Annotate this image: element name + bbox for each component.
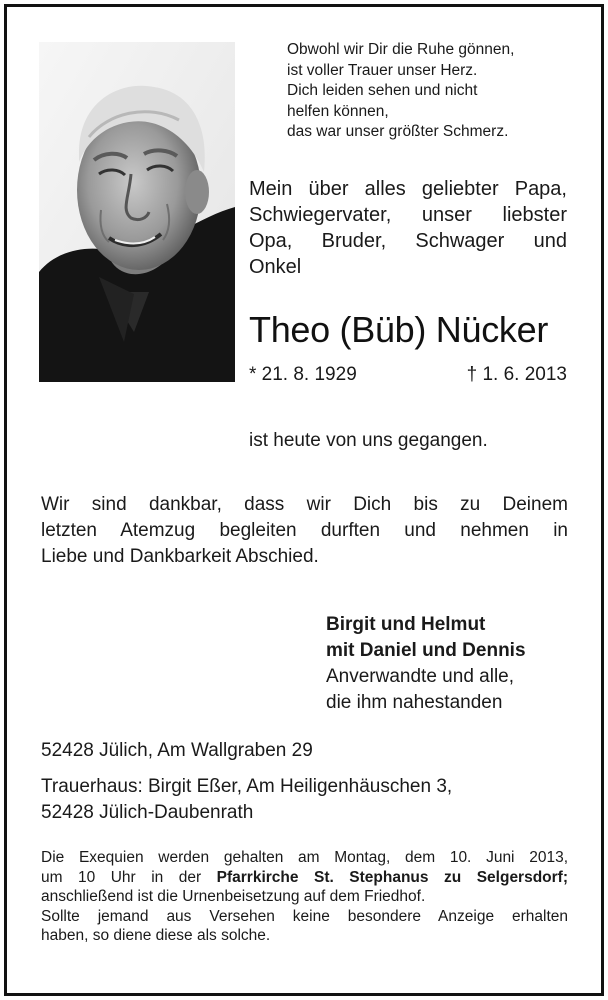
intro-line: Mein über alles geliebter Papa, xyxy=(249,178,567,200)
trauerhaus-city: 52428 Jülich-Daubenrath xyxy=(41,802,254,823)
mourners-signature xyxy=(326,612,576,716)
relationship-intro xyxy=(249,176,567,280)
portrait-photo xyxy=(39,42,235,382)
trauerhaus-address: Trauerhaus: Birgit Eßer, Am Heiligenhäuschen 3, xyxy=(41,776,453,797)
thanks-line: Liebe und Dankbarkeit Abschied. xyxy=(41,546,319,567)
intro-line: Opa, Bruder, Schwager und xyxy=(249,230,567,252)
thanks-paragraph xyxy=(41,492,568,570)
poem-line: ist voller Trauer unser Herz. xyxy=(287,61,478,79)
poem-verse xyxy=(287,40,577,143)
poem-line: das war unser größter Schmerz. xyxy=(287,123,509,140)
address-block xyxy=(41,738,568,826)
notice-line: Die Exequien werden gehalten am Montag, dem 10. Juni 2013, xyxy=(41,849,568,866)
poem-line: Obwohl wir Dir die Ruhe gönnen, xyxy=(287,41,515,58)
birth-date: * 21. 8. 1929 xyxy=(249,364,357,385)
thanks-line: Wir sind dankbar, dass wir Dich bis zu Deinem xyxy=(41,494,568,515)
notice-line xyxy=(41,868,568,888)
notice-line: anschließend ist die Urnenbeisetzung auf dem Friedhof. xyxy=(41,888,426,906)
notice-text: um 10 Uhr in der xyxy=(41,868,217,886)
death-date: † 1. 6. 2013 xyxy=(466,364,567,385)
mourner-name: Birgit und Helmut xyxy=(326,614,486,635)
notice-line: haben, so diene diese als solche. xyxy=(41,927,271,945)
funeral-notice xyxy=(41,848,568,946)
intro-line: Onkel xyxy=(249,256,302,278)
home-address: 52428 Jülich, Am Wallgraben 29 xyxy=(41,740,313,761)
thanks-line: letzten Atemzug begleiten durften und nehmen in xyxy=(41,520,568,541)
passed-away-text: ist heute von uns gegangen. xyxy=(249,430,488,451)
church-name: Pfarrkirche St. Stephanus zu Selgersdorf; xyxy=(216,868,569,886)
poem-line: helfen können, xyxy=(287,102,389,120)
mourner-line: die ihm nahestanden xyxy=(326,692,503,713)
mourner-name: mit Daniel und Dennis xyxy=(326,640,526,661)
deceased-name: Theo (Büb) Nücker xyxy=(249,309,549,350)
portrait-photo-icon xyxy=(39,42,235,382)
mourner-line: Anverwandte und alle, xyxy=(326,666,515,687)
poem-line: Dich leiden sehen und nicht xyxy=(287,82,478,99)
notice-line: Sollte jemand aus Versehen keine besondere Anzeige erhalten xyxy=(41,907,568,925)
intro-line: Schwiegervater, unser liebster xyxy=(249,204,567,226)
